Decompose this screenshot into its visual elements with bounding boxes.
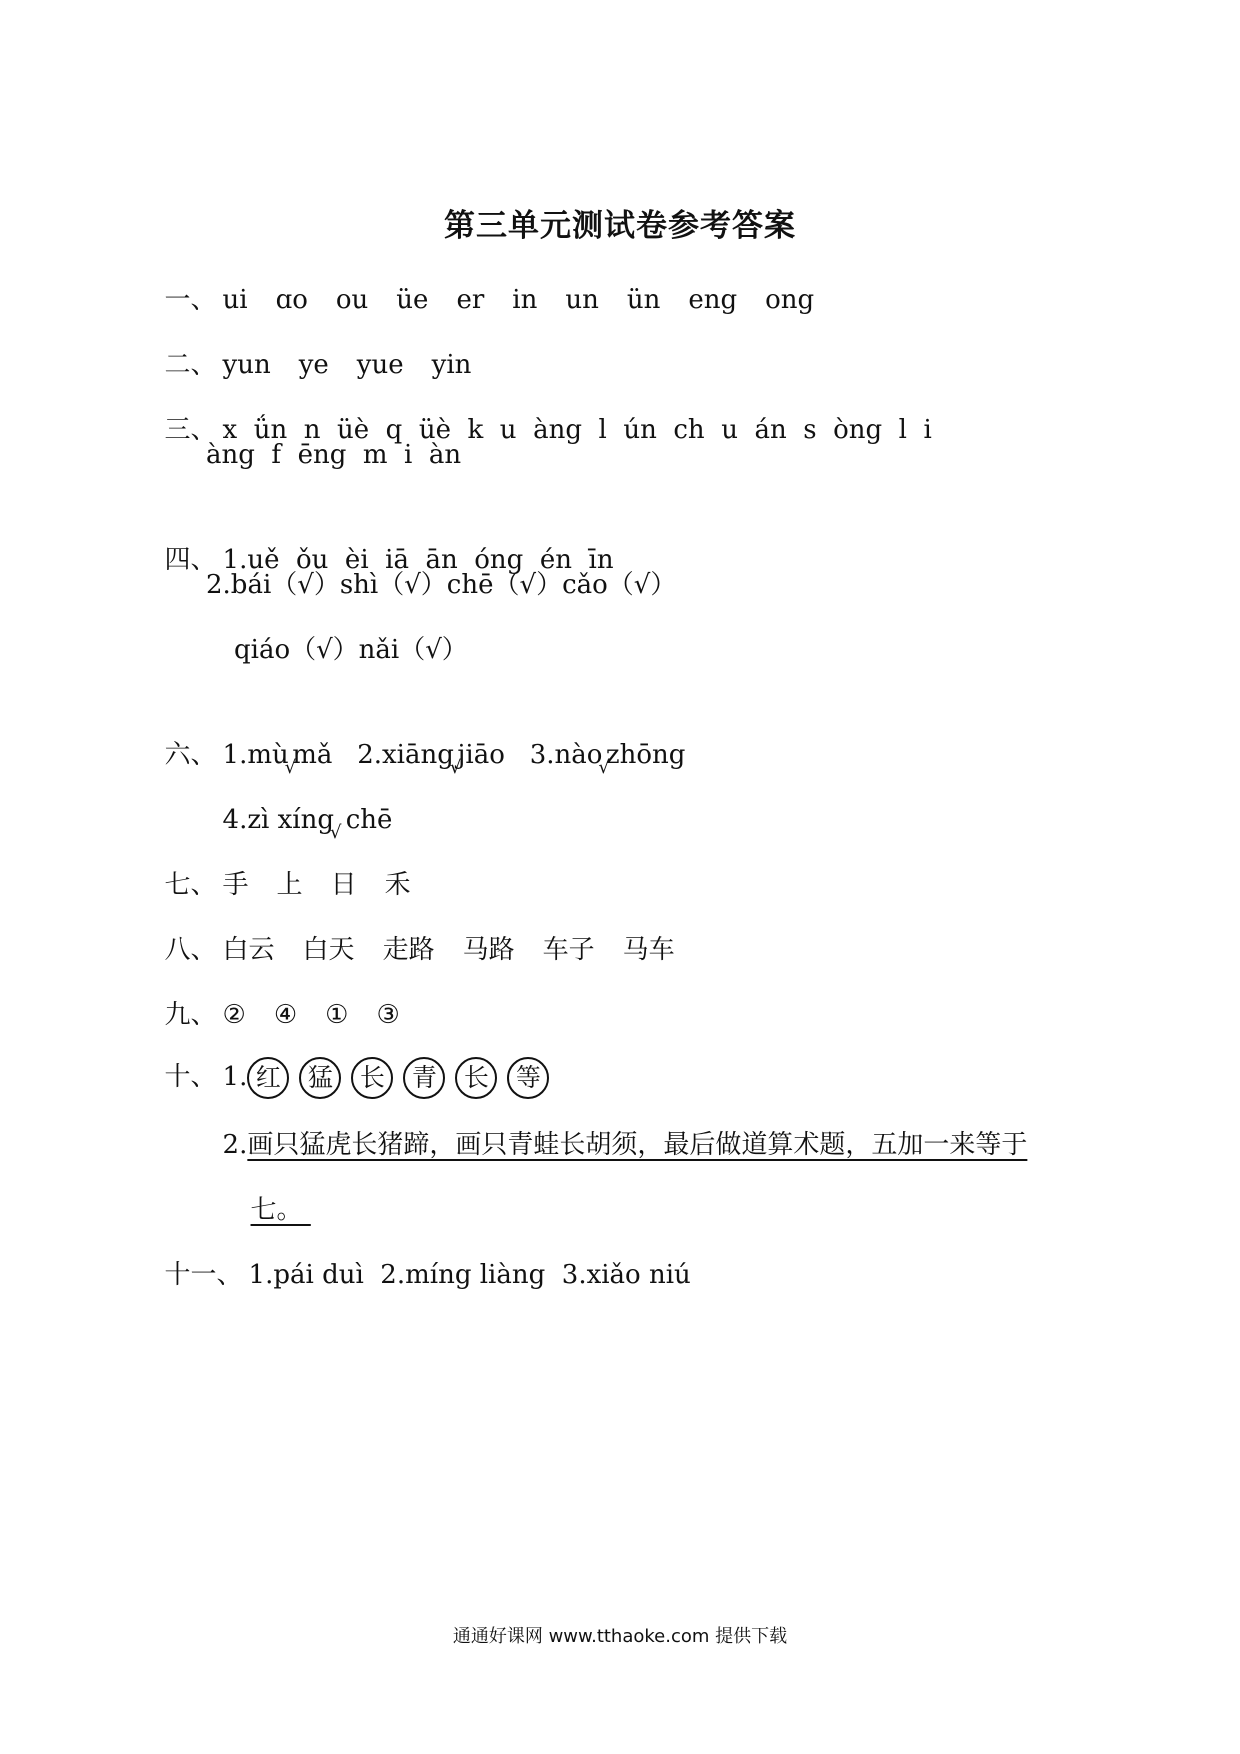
answer-9: 九、 ② ④ ① ③ [148,955,428,1035]
answer-text: 1.pái duì 2.míng liàng 3.xiǎo niú [248,1260,691,1290]
circled-char: 长 [455,1057,497,1099]
answer-label: 十一、 [164,1260,243,1290]
answer-text: x ǘn n üè q üè k u àng l ún ch u án s òng l i [222,415,932,445]
answer-7: 七、 手 上 日 禾 [148,825,439,905]
circled-char: 红 [247,1057,289,1099]
answer-10-part2-line1: 2.画只猛虎长猪蹄，画只青蛙长胡须，最后做道算术题，五加一来等于 [222,1130,1028,1160]
answer-label: 六、 [164,740,217,770]
check-mark: √ [449,757,462,778]
answer-label: 二、 [164,350,217,380]
answer-items: ui ɑo ou üe er in un ün eng ong [222,285,815,315]
answer-label: 九、 [164,1000,217,1030]
answer-label: 十、 [164,1062,217,1092]
answer-label: 七、 [164,870,217,900]
answer-label: 三、 [164,415,217,445]
answer-label: 四、 [164,545,217,575]
answer-6-line1: 六、 $1.mù_√mǎ$ 2.xiāng$_√$jiāo 3.nào$_√$zhōng [148,695,685,778]
answer-label: 八、 [164,935,217,965]
footer-credit: 通通好课网 www.tthaoke.com 提供下载 [452,1626,788,1647]
answer-10-part1: 十、 1. 红 猛 长 青 长 等 [148,1017,559,1099]
answer-8: 八、 白云 白天 走路 马路 车子 马车 [148,890,703,970]
answer-label: 一、 [164,285,217,315]
answer-text: 1.uě ǒu èi iā ān óng én īn [222,545,614,575]
check-mark: √ [284,757,297,778]
circled-char: 猛 [299,1057,341,1099]
answer-4-part2b: qiáo（√）nǎi（√） [234,635,468,665]
answer-6-line2: 4.zì xíng$_√$ chē [222,805,393,843]
underlined-answer: 画只猛虎长猪蹄，画只青蛙长胡须，最后做道算术题，五加一来等于 [247,1130,1028,1160]
page-title: 第三单元测试卷参考答案 [444,208,796,244]
circled-char: 长 [351,1057,393,1099]
underlined-answer: 七。 [250,1195,311,1225]
answer-3-line2: àng f ēng m i àn [206,440,462,470]
answer-4-part2a: 2.bái（√）shì（√）chē（√）cǎo（√） [206,570,677,600]
answer-items: yun ye yue yin [222,350,472,380]
circled-char: 等 [507,1057,549,1099]
check-mark: √ [329,822,342,843]
circled-char: 青 [403,1057,445,1099]
check-mark: √ [598,757,610,778]
answer-11 [148,1215,691,1295]
